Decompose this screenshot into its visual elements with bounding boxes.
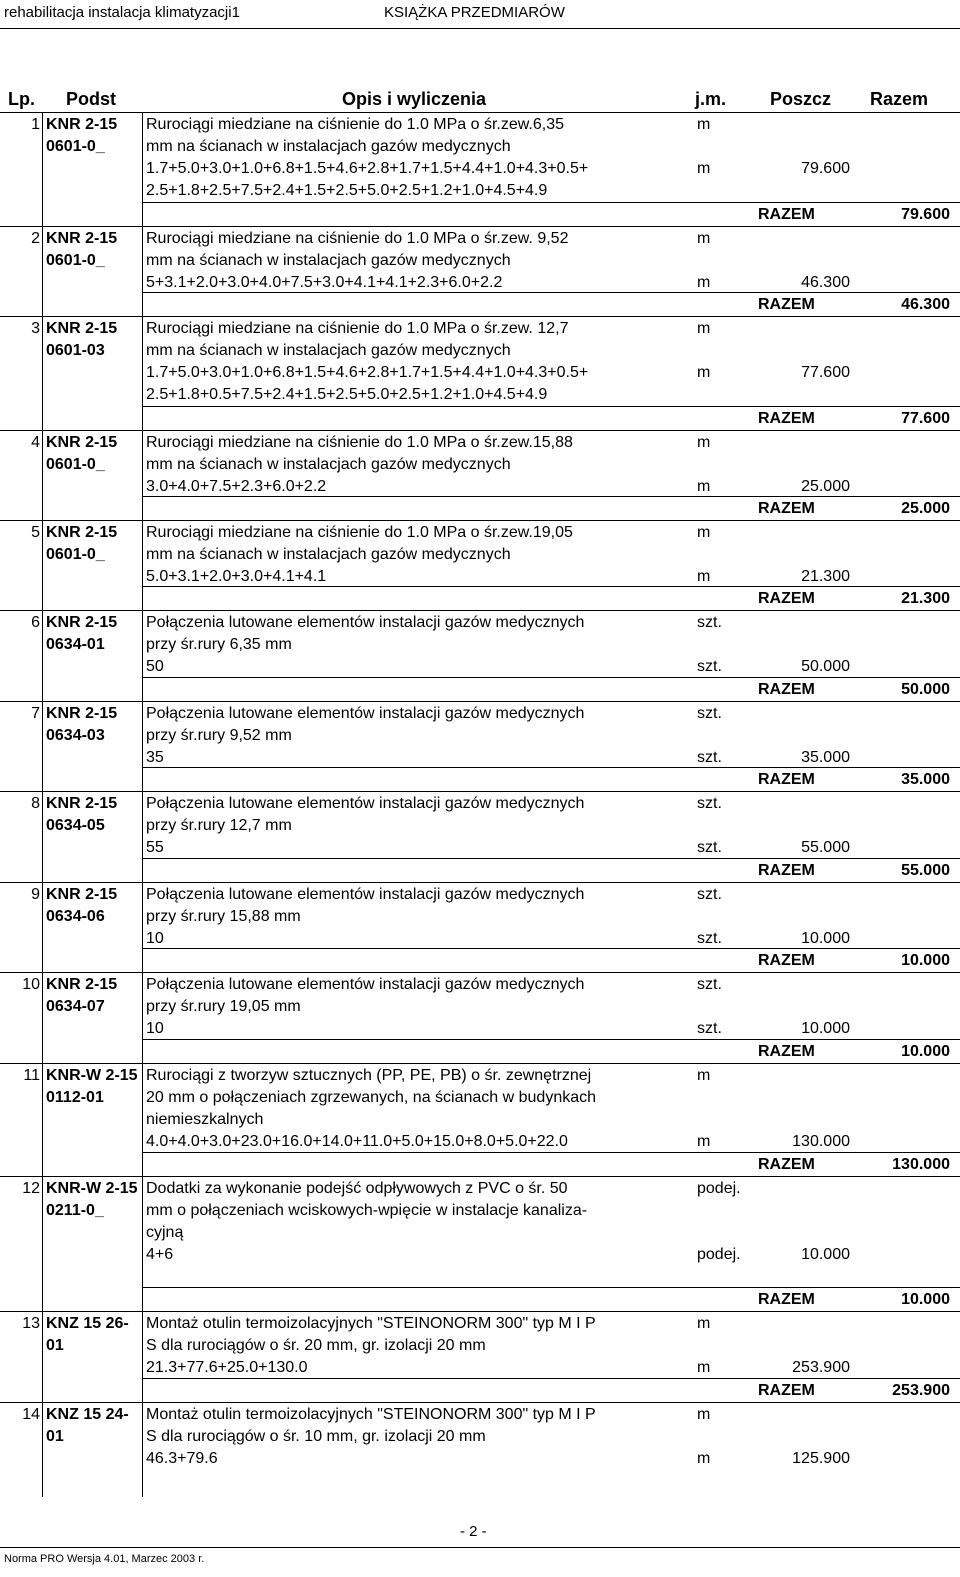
quantity-value: 10.000: [801, 1020, 850, 1037]
description-line: 4.0+4.0+3.0+23.0+16.0+14.0+11.0+5.0+15.0+8.0+5.0+22.0: [146, 1133, 568, 1150]
description-line: Dodatki za wykonanie podejść odpływowych z PVC o śr. 50: [146, 1180, 568, 1197]
description-line: S dla rurociągów o śr. 20 mm, gr. izolacji 20 mm: [146, 1337, 486, 1354]
item-basis: KNR-W 2-15 0112-01: [46, 1067, 138, 1106]
subtotal-label: RAZEM: [758, 206, 815, 223]
item-basis: KNR 2-15 0634-03: [46, 705, 118, 744]
quantity-unit: szt.: [697, 839, 722, 856]
page-number: - 2 -: [460, 1523, 487, 1540]
quantity-value: 55.000: [801, 839, 850, 856]
unit-label: szt.: [697, 886, 722, 903]
table-row: [0, 610, 960, 702]
subtotal-value: 21.300: [901, 590, 950, 607]
description-line: Rurociągi z tworzyw sztucznych (PP, PE, PB) o śr. zewnętrznej: [146, 1067, 592, 1084]
quantity-value: 79.600: [801, 160, 850, 177]
description-line: 2.5+1.8+0.5+7.5+2.4+1.5+2.5+5.0+2.5+1.2+1.0+4.5+4.9: [146, 386, 548, 403]
unit-label: podej.: [697, 1180, 741, 1197]
subtotal-value: 50.000: [901, 681, 950, 698]
subtotal-label: RAZEM: [758, 952, 815, 969]
description-line: mm na ścianach w instalacjach gazów medycznych: [146, 252, 511, 269]
subtotal-value: 10.000: [901, 1043, 950, 1060]
table-row: [0, 1063, 960, 1177]
quantity-unit: szt.: [697, 930, 722, 947]
description-line: 35: [146, 749, 164, 766]
description-line: 1.7+5.0+3.0+1.0+6.8+1.5+4.6+2.8+1.7+1.5+4.4+1.0+4.3+0.5+: [146, 364, 589, 381]
column-podst: Podst: [66, 89, 117, 109]
document-section-title: KSIĄŻKA PRZEDMIARÓW: [384, 4, 565, 21]
quantity-value: 10.000: [801, 930, 850, 947]
unit-label: m: [697, 320, 711, 337]
quantity-unit: m: [697, 1359, 711, 1376]
unit-label: m: [697, 1315, 711, 1332]
item-number: 4: [31, 434, 40, 451]
item-number: 1: [31, 116, 40, 133]
description-line: przy śr.rury 6,35 mm: [146, 636, 292, 653]
table-header: [0, 87, 960, 111]
description-line: Montaż otulin termoizolacyjnych "STEINONORM 300" typ M I P: [146, 1315, 596, 1332]
table-row: [0, 316, 960, 431]
quantity-value: 21.300: [801, 568, 850, 585]
description-line: mm na ścianach w instalacjach gazów medycznych: [146, 456, 511, 473]
quantity-value: 10.000: [801, 1246, 850, 1263]
description-line: 3.0+4.0+7.5+2.3+6.0+2.2: [146, 478, 327, 495]
description-line: 21.3+77.6+25.0+130.0: [146, 1359, 308, 1376]
subtotal-value: 25.000: [901, 500, 950, 517]
description-line: Rurociągi miedziane na ciśnienie do 1.0 MPa o śr.zew.6,35: [146, 116, 565, 133]
quantity-unit: szt.: [697, 749, 722, 766]
column-lp: Lp.: [8, 89, 35, 109]
subtotal-value: 10.000: [901, 952, 950, 969]
quantity-value: 125.900: [792, 1450, 850, 1467]
header-divider: [0, 28, 960, 29]
column-poszcz: Poszcz: [770, 89, 832, 109]
subtotal-value: 130.000: [892, 1156, 950, 1173]
description-line: mm o połączeniach wciskowych-wpięcie w instalacje kanaliza-: [146, 1202, 588, 1219]
quantity-value: 77.600: [801, 364, 850, 381]
unit-label: m: [697, 1067, 711, 1084]
table-row: [0, 1402, 960, 1497]
description-line: Rurociągi miedziane na ciśnienie do 1.0 MPa o śr.zew. 12,7: [146, 320, 569, 337]
item-basis: KNR-W 2-15 0211-0_: [46, 1180, 138, 1219]
unit-label: szt.: [697, 795, 722, 812]
item-basis: KNZ 15 26-01: [46, 1315, 129, 1354]
subtotal-divider: [142, 1378, 960, 1379]
subtotal-value: 10.000: [901, 1291, 950, 1308]
table-row: [0, 520, 960, 611]
subtotal-value: 77.600: [901, 410, 950, 427]
quantity-value: 46.300: [801, 274, 850, 291]
subtotal-divider: [142, 406, 960, 407]
table-row: [0, 1311, 960, 1403]
unit-label: m: [697, 116, 711, 133]
description-line: 5+3.1+2.0+3.0+4.0+7.5+3.0+4.1+4.1+2.3+6.0+2.2: [146, 274, 503, 291]
subtotal-label: RAZEM: [758, 1382, 815, 1399]
quantity-value: 130.000: [792, 1133, 850, 1150]
table-row: [0, 882, 960, 973]
description-line: 20 mm o połączeniach zgrzewanych, na ścianach w budynkach: [146, 1089, 597, 1106]
description-line: 10: [146, 1020, 164, 1037]
quantity-unit: m: [697, 274, 711, 291]
description-line: 46.3+79.6: [146, 1450, 218, 1467]
item-number: 7: [31, 705, 40, 722]
quantity-unit: podej.: [697, 1246, 741, 1263]
table-row: [0, 791, 960, 883]
description-line: mm na ścianach w instalacjach gazów medycznych: [146, 342, 511, 359]
subtotal-divider: [142, 948, 960, 949]
subtotal-divider: [142, 586, 960, 587]
quantity-unit: m: [697, 568, 711, 585]
item-number: 8: [31, 795, 40, 812]
subtotal-label: RAZEM: [758, 296, 815, 313]
description-line: Połączenia lutowane elementów instalacji gazów medycznych: [146, 976, 585, 993]
unit-label: szt.: [697, 976, 722, 993]
item-basis: KNR 2-15 0601-0_: [46, 116, 118, 155]
item-basis: KNR 2-15 0601-0_: [46, 230, 118, 269]
unit-label: m: [697, 434, 711, 451]
subtotal-divider: [142, 496, 960, 497]
quantity-unit: m: [697, 478, 711, 495]
item-basis: KNR 2-15 0634-01: [46, 614, 118, 653]
quantity-value: 35.000: [801, 749, 850, 766]
subtotal-label: RAZEM: [758, 1043, 815, 1060]
description-line: niemieszkalnych: [146, 1111, 264, 1128]
subtotal-label: RAZEM: [758, 862, 815, 879]
description-line: Połączenia lutowane elementów instalacji gazów medycznych: [146, 795, 585, 812]
subtotal-divider: [142, 677, 960, 678]
item-number: 11: [23, 1067, 40, 1084]
description-line: Rurociągi miedziane na ciśnienie do 1.0 MPa o śr.zew.19,05: [146, 524, 573, 541]
quantity-unit: m: [697, 364, 711, 381]
description-line: Rurociągi miedziane na ciśnienie do 1.0 MPa o śr.zew.15,88: [146, 434, 573, 451]
description-line: przy śr.rury 9,52 mm: [146, 727, 292, 744]
description-line: mm na ścianach w instalacjach gazów medycznych: [146, 138, 511, 155]
description-line: przy śr.rury 15,88 mm: [146, 908, 301, 925]
subtotal-divider: [142, 1152, 960, 1153]
description-line: 4+6: [146, 1246, 174, 1263]
item-number: 2: [31, 230, 40, 247]
table-row: [0, 112, 960, 227]
subtotal-value: 46.300: [901, 296, 950, 313]
item-number: 3: [31, 320, 40, 337]
item-basis: KNR 2-15 0601-0_: [46, 434, 118, 473]
quantity-unit: szt.: [697, 658, 722, 675]
item-basis: KNR 2-15 0634-05: [46, 795, 118, 834]
item-basis: KNR 2-15 0634-07: [46, 976, 118, 1015]
description-line: Połączenia lutowane elementów instalacji gazów medycznych: [146, 614, 585, 631]
subtotal-divider: [142, 1039, 960, 1040]
description-line: 2.5+1.8+2.5+7.5+2.4+1.5+2.5+5.0+2.5+1.2+1.0+4.5+4.9: [146, 182, 548, 199]
item-basis: KNZ 15 24-01: [46, 1406, 129, 1445]
column-opis: Opis i wyliczenia: [342, 89, 487, 109]
footer-text: Norma PRO Wersja 4.01, Marzec 2003 r.: [4, 1553, 205, 1565]
description-line: 1.7+5.0+3.0+1.0+6.8+1.5+4.6+2.8+1.7+1.5+4.4+1.0+4.3+0.5+: [146, 160, 589, 177]
subtotal-value: 253.900: [892, 1382, 950, 1399]
quantity-unit: m: [697, 1133, 711, 1150]
quantity-value: 25.000: [801, 478, 850, 495]
table-row: [0, 226, 960, 317]
table-row: [0, 430, 960, 521]
item-number: 12: [22, 1180, 40, 1197]
unit-label: szt.: [697, 705, 722, 722]
item-number: 10: [22, 976, 40, 993]
item-number: 9: [31, 886, 40, 903]
subtotal-label: RAZEM: [758, 500, 815, 517]
quantity-value: 253.900: [792, 1359, 850, 1376]
quantity-unit: szt.: [697, 1020, 722, 1037]
unit-label: m: [697, 524, 711, 541]
unit-label: szt.: [697, 614, 722, 631]
subtotal-label: RAZEM: [758, 1156, 815, 1173]
description-line: Połączenia lutowane elementów instalacji gazów medycznych: [146, 886, 585, 903]
description-line: 10: [146, 930, 164, 947]
description-line: Montaż otulin termoizolacyjnych "STEINONORM 300" typ M I P: [146, 1406, 596, 1423]
item-basis: KNR 2-15 0601-0_: [46, 524, 118, 563]
column-jm: j.m.: [695, 89, 727, 109]
description-line: Rurociągi miedziane na ciśnienie do 1.0 MPa o śr.zew. 9,52: [146, 230, 569, 247]
description-line: 50: [146, 658, 164, 675]
subtotal-divider: [142, 858, 960, 859]
description-line: 55: [146, 839, 164, 856]
table-row: [0, 972, 960, 1064]
quantity-value: 50.000: [801, 658, 850, 675]
description-line: S dla rurociągów o śr. 10 mm, gr. izolacji 20 mm: [146, 1428, 486, 1445]
document-title: rehabilitacja instalacja klimatyzacji1: [4, 4, 240, 21]
subtotal-label: RAZEM: [758, 681, 815, 698]
subtotal-label: RAZEM: [758, 590, 815, 607]
item-basis: KNR 2-15 0601-03: [46, 320, 118, 359]
description-line: przy śr.rury 12,7 mm: [146, 817, 292, 834]
quantity-unit: m: [697, 160, 711, 177]
subtotal-divider: [142, 202, 960, 203]
subtotal-divider: [142, 1287, 960, 1288]
description-line: mm na ścianach w instalacjach gazów medycznych: [146, 546, 511, 563]
description-line: cyjną: [146, 1224, 184, 1241]
table-row: [0, 1176, 960, 1312]
item-number: 13: [22, 1315, 40, 1332]
description-line: 5.0+3.1+2.0+3.0+4.1+4.1: [146, 568, 327, 585]
subtotal-label: RAZEM: [758, 1291, 815, 1308]
item-number: 14: [22, 1406, 40, 1423]
subtotal-value: 35.000: [901, 771, 950, 788]
item-number: 5: [31, 524, 40, 541]
subtotal-label: RAZEM: [758, 771, 815, 788]
footer-divider: [0, 1547, 960, 1548]
item-basis: KNR 2-15 0634-06: [46, 886, 118, 925]
description-line: Połączenia lutowane elementów instalacji gazów medycznych: [146, 705, 585, 722]
table-row: [0, 701, 960, 792]
unit-label: m: [697, 1406, 711, 1423]
subtotal-value: 79.600: [901, 206, 950, 223]
quantity-unit: m: [697, 1450, 711, 1467]
description-line: przy śr.rury 19,05 mm: [146, 998, 301, 1015]
column-razem: Razem: [870, 89, 929, 109]
unit-label: m: [697, 230, 711, 247]
subtotal-value: 55.000: [901, 862, 950, 879]
item-number: 6: [31, 614, 40, 631]
subtotal-divider: [142, 292, 960, 293]
subtotal-label: RAZEM: [758, 410, 815, 427]
subtotal-divider: [142, 767, 960, 768]
